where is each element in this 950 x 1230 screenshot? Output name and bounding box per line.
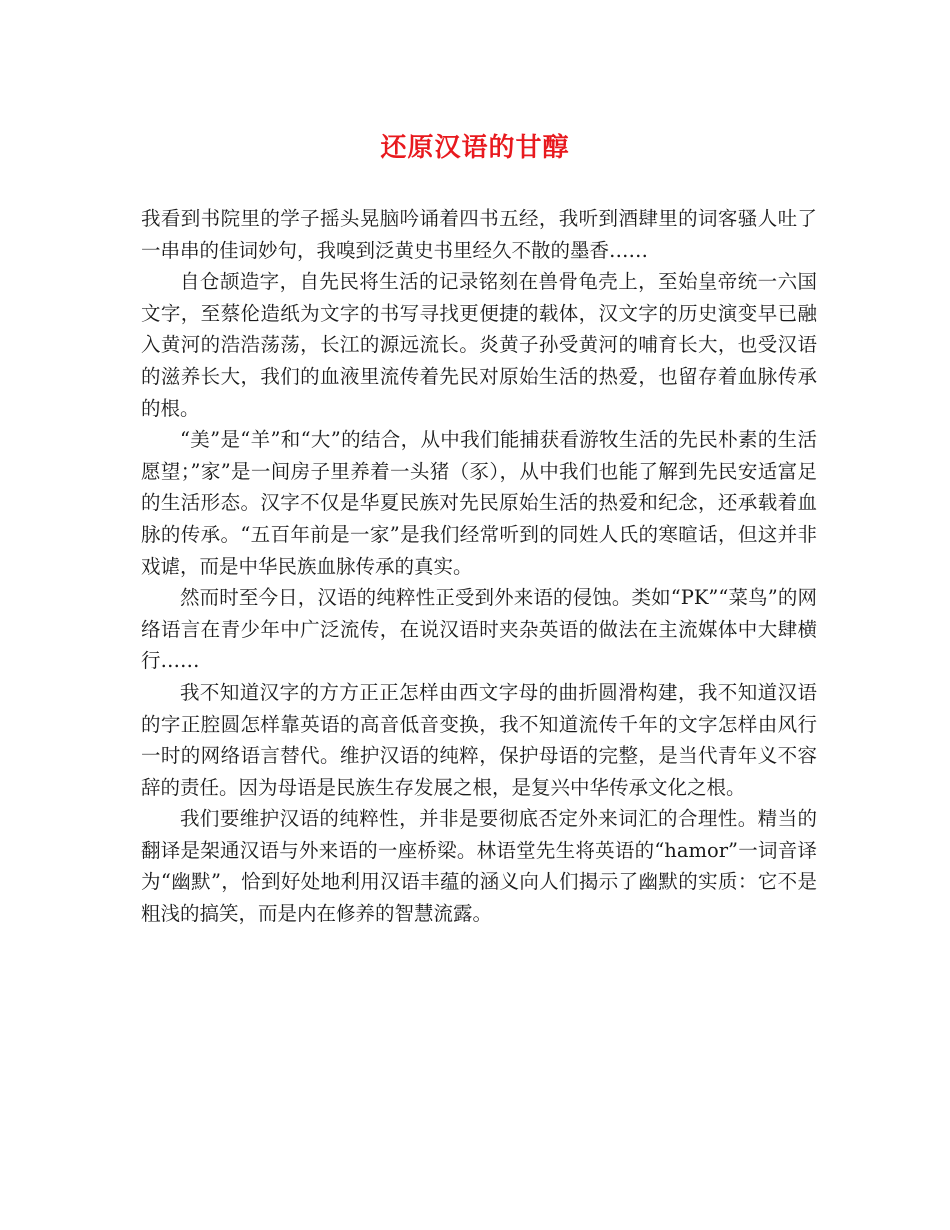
document-title: 还原汉语的甘醇	[380, 133, 570, 163]
paragraph-6: 我们要维护汉语的纯粹性，并非是要彻底否定外来词汇的合理性。精当的翻译是架通汉语与外来语的一座桥梁。林语堂先生将英语的“hamor”一词音译为“幽默”，恰到好处地利用汉语丰蕴的涵义向人们揭示了幽默的实质：它不是粗浅的搞笑，而是内在修养的智慧流露。	[141, 807, 817, 926]
document-body	[141, 203, 817, 930]
paragraph-1: 我看到书院里的学子摇头晃脑吟诵着四书五经，我听到酒肆里的词客骚人吐了一串串的佳词妙句，我嗅到泛黄史书里经久不散的墨香……	[141, 207, 817, 262]
paragraph-3: “美”是“羊”和“大”的结合，从中我们能捕获看游牧生活的先民朴素的生活愿望；”家”是一间房子里养着一头猪（豕），从中我们也能了解到先民安适富足的生活形态。汉字不仅是华夏民族对先民原始生活的热爱和纪念，还承载着血脉的传承。“五百年前是一家”是我们经常听到的同姓人氏的寒暄话，但这并非戏谑，而是中华民族血脉传承的真实。	[141, 428, 817, 578]
paragraph-5: 我不知道汉字的方方正正怎样由西文字母的曲折圆滑构建，我不知道汉语的字正腔圆怎样靠英语的高音低音变换，我不知道流传千年的文字怎样由风行一时的网络语言替代。维护汉语的纯粹，保护母语的完整，是当代青年义不容辞的责任。因为母语是民族生存发展之根，是复兴中华传承文化之根。	[141, 680, 817, 799]
paragraph-2: 自仓颉造字，自先民将生活的记录铭刻在兽骨龟壳上，至始皇帝统一六国文字，至蔡伦造纸为文字的书写寻找更便捷的载体，汉文字的历史演变早已融入黄河的浩浩荡荡，长江的源远流长。炎黄子孙受黄河的哺育长大，也受汉语的滋养长大，我们的血液里流传着先民对原始生活的热爱，也留存着血脉传承的根。	[141, 270, 817, 420]
paragraph-4: 然而时至今日，汉语的纯粹性正受到外来语的侵蚀。类如“PK”“菜鸟”的网络语言在青少年中广泛流传，在说汉语时夹杂英语的做法在主流媒体中大肆横行……	[141, 586, 817, 673]
